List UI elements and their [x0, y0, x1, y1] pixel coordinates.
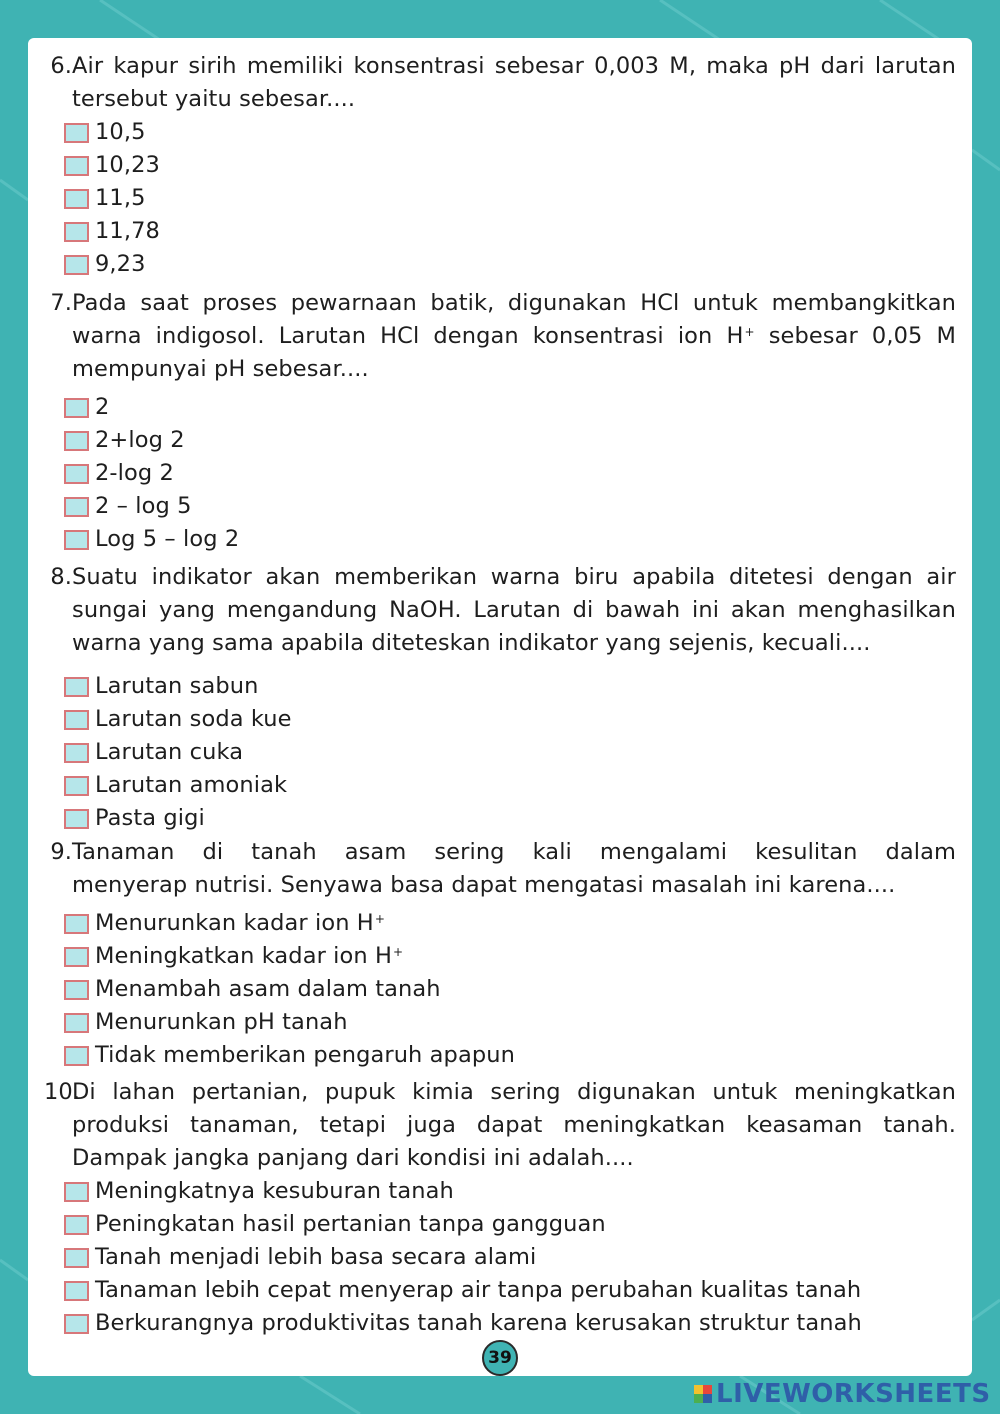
question-number: 6. — [50, 53, 72, 79]
checkbox[interactable] — [64, 123, 89, 143]
checkbox[interactable] — [64, 1314, 89, 1334]
checkbox[interactable] — [64, 464, 89, 484]
option[interactable]: Tidak memberikan pengaruh apapun — [64, 1039, 956, 1072]
checkbox[interactable] — [64, 677, 89, 697]
checkbox[interactable] — [64, 947, 89, 967]
checkbox[interactable] — [64, 1182, 89, 1202]
checkbox[interactable] — [64, 1215, 89, 1235]
checkbox[interactable] — [64, 431, 89, 451]
option[interactable]: 2-log 2 — [64, 457, 956, 490]
option[interactable]: Menurunkan kadar ion H+ — [64, 907, 956, 940]
option[interactable]: Peningkatan hasil pertanian tanpa gangguan — [64, 1208, 956, 1241]
checkbox[interactable] — [64, 189, 89, 209]
option[interactable]: Pasta gigi — [64, 802, 956, 835]
options-list — [64, 1175, 956, 1340]
checkbox[interactable] — [64, 1013, 89, 1033]
option[interactable]: 2 — [64, 391, 956, 424]
checkbox[interactable] — [64, 255, 89, 275]
checkbox[interactable] — [64, 222, 89, 242]
liveworksheets-logo-icon — [694, 1385, 712, 1403]
question-10 — [44, 1076, 956, 1340]
question-stem: Air kapur sirih memiliki konsentrasi sebesar 0,003 M, maka pH dari larutan tersebut yaitu sebesar.... — [72, 53, 956, 112]
checkbox[interactable] — [64, 156, 89, 176]
liveworksheets-logo — [694, 1378, 991, 1410]
option[interactable]: Berkurangnya produktivitas tanah karena kerusakan struktur tanah — [64, 1307, 956, 1340]
question-stem: Di lahan pertanian, pupuk kimia sering digunakan untuk meningkatkan produksi tanaman, tetapi juga dapat meningkatkan keasaman tanah. Dampak jangka panjang dari kondisi ini adalah.... — [72, 1079, 956, 1171]
question-7 — [44, 287, 956, 556]
option[interactable]: Menurunkan pH tanah — [64, 1006, 956, 1039]
checkbox[interactable] — [64, 530, 89, 550]
checkbox[interactable] — [64, 497, 89, 517]
option[interactable]: 11,5 — [64, 182, 956, 215]
option[interactable]: 2+log 2 — [64, 424, 956, 457]
question-number: 7. — [50, 290, 72, 316]
options-list — [64, 116, 956, 281]
option[interactable]: Log 5 – log 2 — [64, 523, 956, 556]
question-number: 10. — [44, 1079, 81, 1105]
options-list — [64, 907, 956, 1072]
page-number: 39 — [482, 1340, 518, 1376]
question-stem: Pada saat proses pewarnaan batik, digunakan HCl untuk membangkitkan warna indigosol. Larutan HCl dengan konsentrasi ion H+ sebesar 0,05 M mempunyai pH sebesar.... — [72, 290, 956, 382]
option[interactable]: 11,78 — [64, 215, 956, 248]
option[interactable]: Larutan cuka — [64, 736, 956, 769]
option[interactable]: 2 – log 5 — [64, 490, 956, 523]
superscript-plus: + — [374, 912, 385, 926]
superscript-plus: + — [744, 325, 755, 339]
liveworksheets-brand-text: LIVEWORKSHEETS — [716, 1379, 991, 1409]
question-stem: Suatu indikator akan memberikan warna biru apabila ditetesi dengan air sungai yang mengandung NaOH. Larutan di bawah ini akan menghasilkan warna yang sama apabila diteteskan indikator yang sejenis, kecuali.... — [72, 564, 956, 656]
checkbox[interactable] — [64, 398, 89, 418]
checkbox[interactable] — [64, 710, 89, 730]
option[interactable]: Tanaman lebih cepat menyerap air tanpa perubahan kualitas tanah — [64, 1274, 956, 1307]
question-8 — [44, 561, 956, 835]
checkbox[interactable] — [64, 1248, 89, 1268]
superscript-plus: + — [393, 945, 404, 959]
options-list — [64, 670, 956, 835]
option[interactable]: Larutan amoniak — [64, 769, 956, 802]
option[interactable]: 10,23 — [64, 149, 956, 182]
option[interactable]: 10,5 — [64, 116, 956, 149]
option[interactable]: 9,23 — [64, 248, 956, 281]
checkbox[interactable] — [64, 809, 89, 829]
option[interactable]: Larutan soda kue — [64, 703, 956, 736]
checkbox[interactable] — [64, 776, 89, 796]
checkbox[interactable] — [64, 1281, 89, 1301]
question-stem: Tanaman di tanah asam sering kali mengalami kesulitan dalam menyerap nutrisi. Senyawa basa dapat mengatasi masalah ini karena.... — [72, 839, 956, 898]
checkbox[interactable] — [64, 980, 89, 1000]
option[interactable]: Menambah asam dalam tanah — [64, 973, 956, 1006]
option[interactable]: Meningkatnya kesuburan tanah — [64, 1175, 956, 1208]
question-9 — [44, 836, 956, 1072]
question-6 — [44, 50, 956, 281]
question-number: 8. — [50, 564, 72, 590]
checkbox[interactable] — [64, 1046, 89, 1066]
options-list — [64, 391, 956, 556]
question-number: 9. — [50, 839, 72, 865]
checkbox[interactable] — [64, 743, 89, 763]
option[interactable]: Larutan sabun — [64, 670, 956, 703]
option[interactable]: Meningkatkan kadar ion H+ — [64, 940, 956, 973]
checkbox[interactable] — [64, 914, 89, 934]
option[interactable]: Tanah menjadi lebih basa secara alami — [64, 1241, 956, 1274]
